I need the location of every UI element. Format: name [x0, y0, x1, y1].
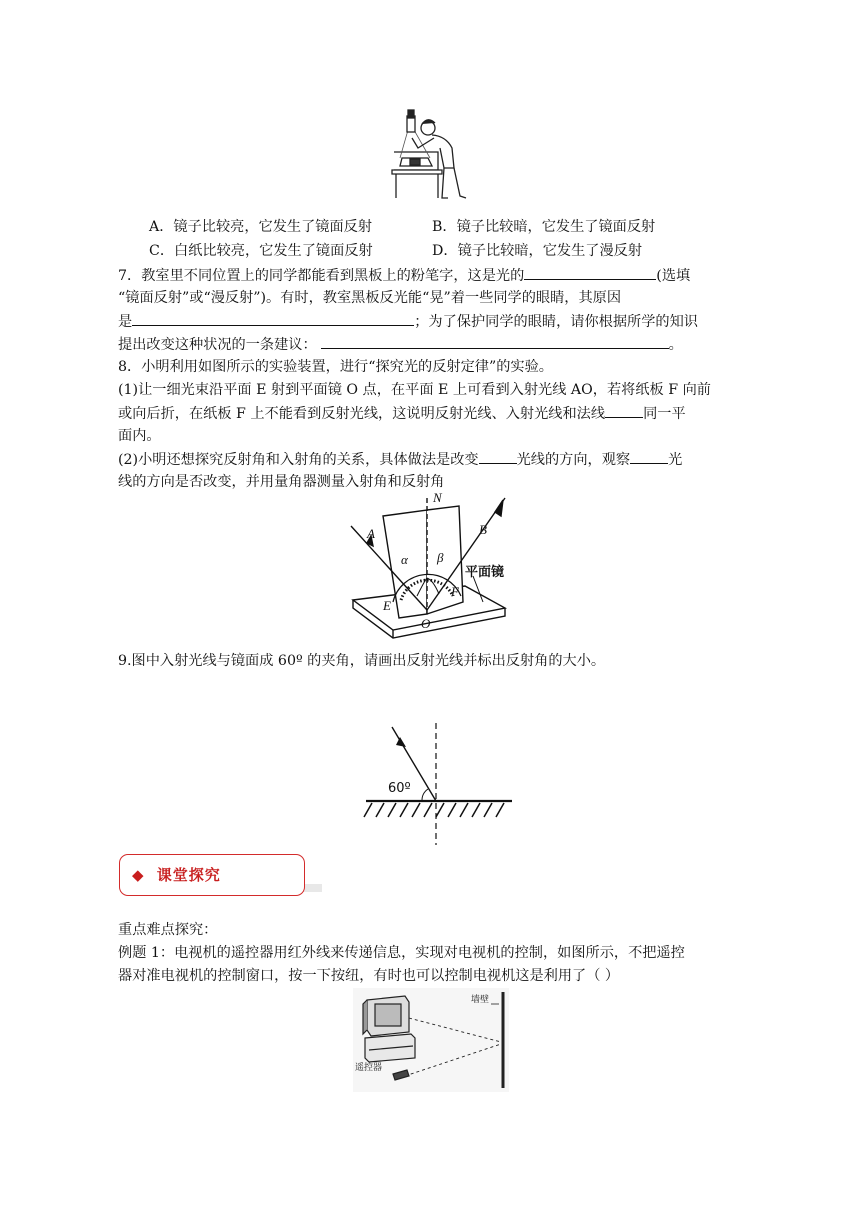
q7-text-3: 是 — [118, 314, 133, 330]
example-line-1: 例题 1：电视机的遥控器用红外线来传递信息，实现对电视机的控制，如图所示，不把遥控 — [118, 945, 685, 961]
section-title-text: 课堂探究 — [156, 866, 221, 884]
q7-text-1: 7．教室里不同位置上的同学都能看到黑板上的粉笔字，这是光的 — [118, 268, 525, 284]
q8-line-2: (1)让一细光束沿平面 E 射到平面镜 O 点，在平面 E 上可看到入射光线 AO，若将纸板 F 向前 — [118, 382, 711, 398]
mirror-60-figure — [362, 723, 514, 847]
label-b: B — [479, 522, 487, 537]
example-heading: 重点难点探究： — [118, 922, 218, 938]
option-b: B．镜子比较暗，它发生了镜面反射 — [432, 219, 656, 235]
q7-line-1 — [118, 265, 690, 286]
label-f: F — [451, 584, 459, 599]
q7-line-2: “镜面反射”或“漫反射”)。有时，教室黑板反光能“晃”着一些同学的眼睛，其原因 — [118, 290, 622, 306]
wall-label: 墙壁 — [471, 995, 490, 1005]
label-o: O — [421, 616, 431, 631]
q8-blank-3[interactable] — [630, 449, 668, 464]
q8-line-1: 8．小明利用如图所示的实验装置，进行“探究光的反射定律”的实验。 — [118, 359, 553, 375]
q8-blank-2[interactable] — [479, 449, 517, 464]
q7-line-4 — [118, 334, 683, 355]
q8-line-3 — [118, 403, 686, 424]
q7-blank-1[interactable] — [524, 265, 656, 280]
label-a: A — [367, 526, 375, 541]
label-mirror: 平面镜 — [465, 565, 505, 580]
reflection-experiment-figure — [345, 490, 515, 652]
q8-line-6: 线的方向是否改变，并用量角器测量入射角和反射角 — [118, 474, 445, 490]
q9-text: 9.图中入射光线与镜面成 60º 的夹角，请画出反射光线并标出反射角的大小。 — [118, 653, 606, 669]
label-alpha: α — [401, 552, 408, 567]
q7-text-3b: ；为了保护同学的眼睛，请你根据所学的知识 — [414, 314, 698, 330]
q7-text-4: 提出改变这种状况的一条建议： — [118, 337, 317, 353]
q7-blank-3[interactable] — [321, 334, 669, 349]
example-line-2: 器对准电视机的控制窗口，按一下按纽，有时也可以控制电视机这是利用了（ ） — [118, 968, 620, 984]
angle-60-label: 60º — [388, 781, 411, 796]
section-title — [132, 864, 221, 885]
q8-text-5b: 光线的方向，观察 — [516, 452, 631, 468]
q7-text-4b: 。 — [668, 337, 683, 353]
diamond-icon: ◆ — [132, 866, 145, 884]
option-a: A．镜子比较亮，它发生了镜面反射 — [149, 219, 373, 235]
label-beta: β — [437, 550, 444, 565]
label-e: E — [383, 598, 391, 613]
q7-blank-2[interactable] — [132, 311, 414, 326]
flashlight-mirror-figure — [388, 108, 480, 202]
tv-remote-figure — [353, 988, 509, 1092]
q8-line-4: 面内。 — [118, 428, 161, 444]
option-d: D．镜子比较暗，它发生了漫反射 — [432, 243, 643, 259]
label-n: N — [433, 490, 442, 505]
q8-blank-1[interactable] — [605, 403, 643, 418]
q8-line-5 — [118, 449, 682, 470]
remote-label: 遥控器 — [355, 1063, 383, 1073]
option-c: C．白纸比较亮，它发生了镜面反射 — [149, 243, 373, 259]
q7-line-3 — [118, 311, 698, 332]
q8-text-3b: 同一平 — [643, 406, 686, 422]
q8-text-5c: 光 — [668, 452, 683, 468]
q8-text-3: 或向后折，在纸板 F 上不能看到反射光线，这说明反射光线、入射光线和法线 — [118, 406, 606, 422]
q8-text-5a: (2)小明还想探究反射角和入射角的关系，具体做法是改变 — [118, 452, 479, 468]
q7-text-1b: (选填 — [656, 268, 691, 284]
